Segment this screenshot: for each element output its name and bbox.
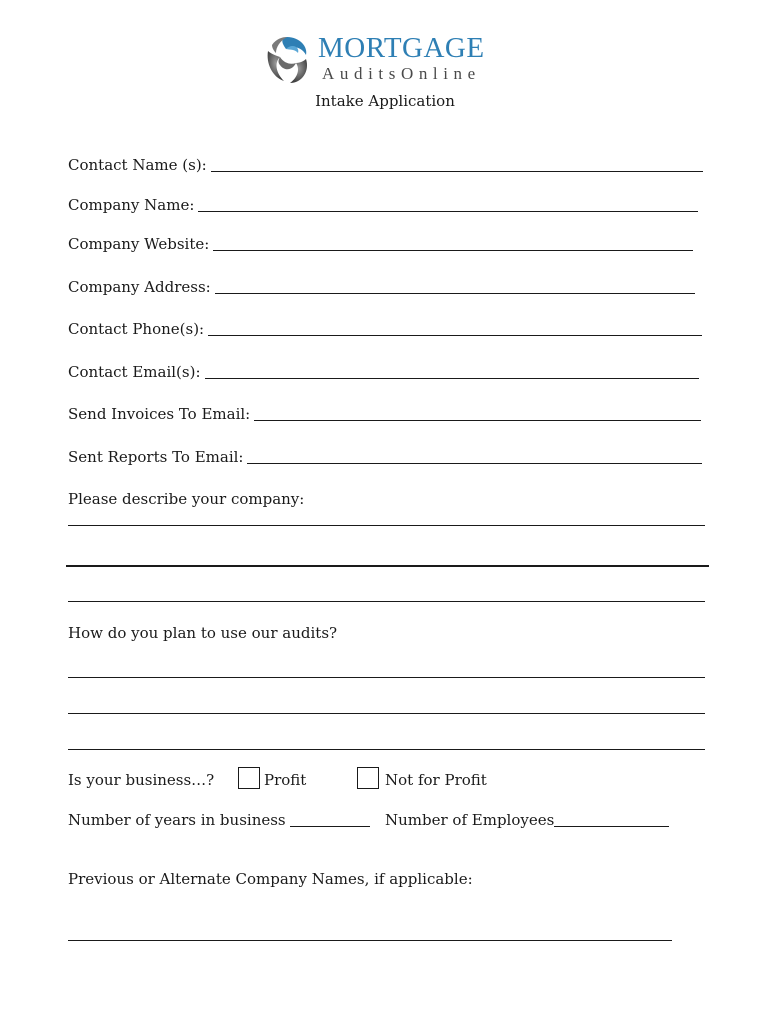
company-website-blank[interactable] bbox=[213, 249, 693, 251]
profit-label: Profit bbox=[264, 771, 307, 789]
swirl-logo-icon bbox=[262, 33, 312, 85]
company-address-label: Company Address: bbox=[68, 278, 211, 296]
years-in-business-blank[interactable] bbox=[290, 825, 370, 827]
plan-usage-line-1[interactable] bbox=[68, 677, 705, 678]
company-name-blank[interactable] bbox=[198, 210, 698, 212]
business-stats-row bbox=[68, 811, 688, 833]
plan-usage-line-3[interactable] bbox=[68, 749, 705, 750]
contact-email-label: Contact Email(s): bbox=[68, 363, 201, 381]
contact-email-field[interactable] bbox=[68, 363, 699, 381]
logo-brand-text: MORTGAGE bbox=[318, 32, 485, 64]
describe-company-line-1[interactable] bbox=[68, 525, 705, 526]
years-in-business-label: Number of years in business bbox=[68, 811, 286, 829]
nonprofit-label: Not for Profit bbox=[385, 771, 487, 789]
invoices-email-field[interactable] bbox=[68, 405, 701, 423]
plan-usage-label: How do you plan to use our audits? bbox=[68, 624, 338, 642]
logo-subbrand-text: AuditsOnline bbox=[322, 64, 481, 83]
contact-name-blank[interactable] bbox=[211, 170, 703, 172]
reports-email-label: Sent Reports To Email: bbox=[68, 448, 244, 466]
contact-name-label: Contact Name (s): bbox=[68, 156, 207, 174]
invoices-email-label: Send Invoices To Email: bbox=[68, 405, 251, 423]
reports-email-field[interactable] bbox=[68, 448, 702, 466]
profit-checkbox[interactable] bbox=[238, 767, 260, 789]
plan-usage-line-2[interactable] bbox=[68, 713, 705, 714]
describe-company-line-3[interactable] bbox=[68, 601, 705, 602]
contact-phone-blank[interactable] bbox=[208, 334, 702, 336]
nonprofit-checkbox[interactable] bbox=[357, 767, 379, 789]
years-in-business-field[interactable] bbox=[68, 811, 370, 829]
describe-company-line-2[interactable] bbox=[66, 565, 709, 567]
company-address-blank[interactable] bbox=[215, 292, 695, 294]
company-address-field[interactable] bbox=[68, 278, 695, 296]
business-type-row bbox=[68, 767, 668, 793]
company-website-field[interactable] bbox=[68, 235, 693, 253]
contact-email-blank[interactable] bbox=[205, 377, 699, 379]
company-name-label: Company Name: bbox=[68, 196, 195, 214]
page-title: Intake Application bbox=[315, 92, 455, 110]
business-type-question: Is your business…? bbox=[68, 771, 215, 789]
company-logo bbox=[262, 33, 522, 89]
describe-company-label: Please describe your company: bbox=[68, 490, 305, 508]
company-website-label: Company Website: bbox=[68, 235, 210, 253]
contact-phone-field[interactable] bbox=[68, 320, 702, 338]
number-of-employees-field[interactable] bbox=[385, 811, 669, 829]
contact-phone-label: Contact Phone(s): bbox=[68, 320, 205, 338]
previous-names-label: Previous or Alternate Company Names, if applicable: bbox=[68, 870, 473, 888]
reports-email-blank[interactable] bbox=[247, 462, 702, 464]
number-of-employees-label: Number of Employees bbox=[385, 811, 555, 829]
number-of-employees-blank[interactable] bbox=[554, 825, 669, 827]
company-name-field[interactable] bbox=[68, 196, 698, 214]
contact-name-field[interactable] bbox=[68, 156, 703, 174]
invoices-email-blank[interactable] bbox=[254, 419, 701, 421]
previous-names-line[interactable] bbox=[68, 940, 672, 941]
